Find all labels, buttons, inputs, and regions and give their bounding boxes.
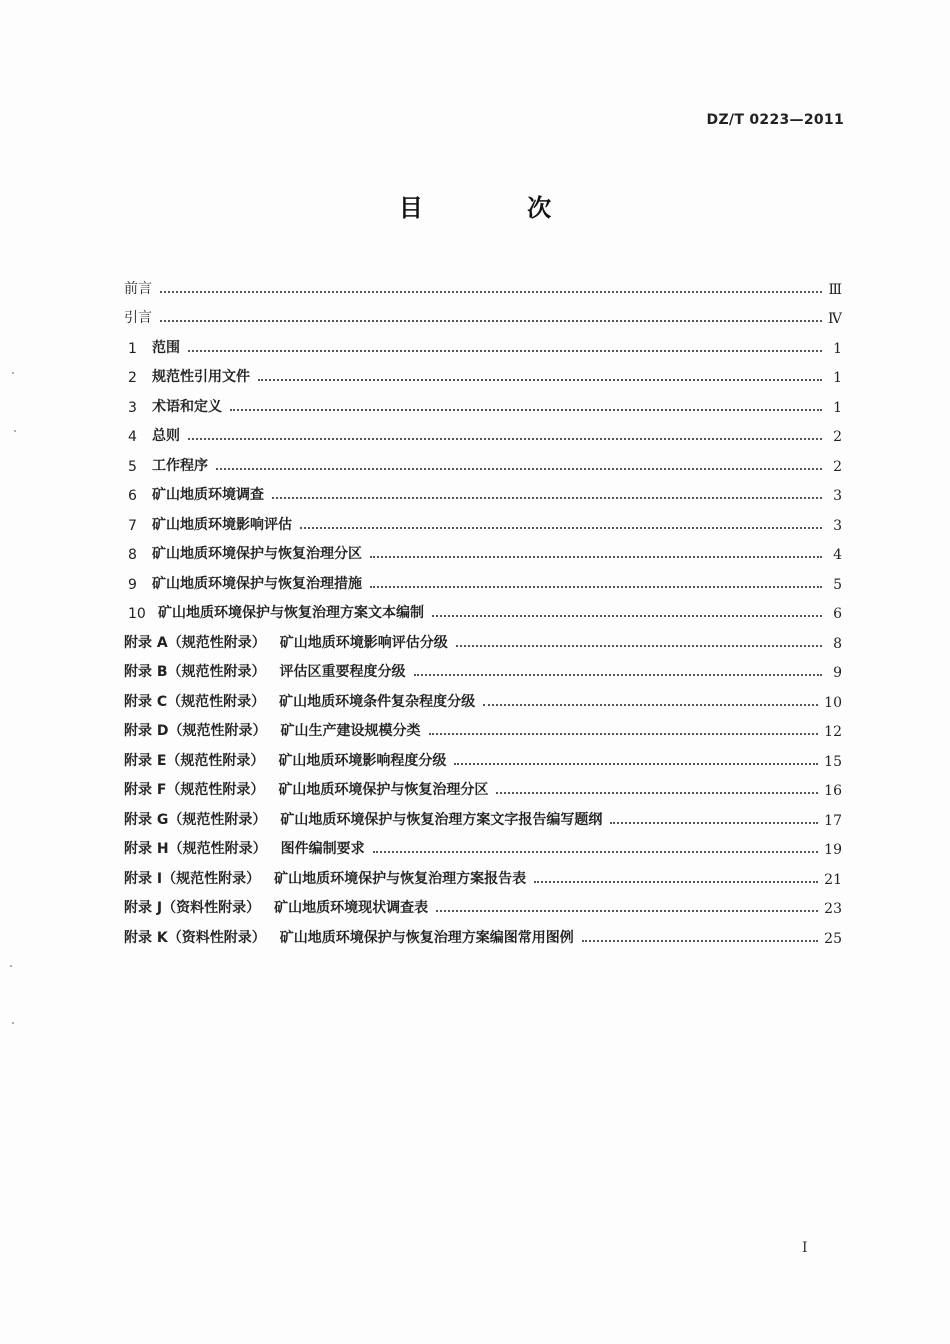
toc-entry-title: 矿山地质环境保护与恢复治理措施 xyxy=(152,575,362,592)
toc-dot-leader xyxy=(370,556,822,558)
toc-entry-number: 4 xyxy=(128,429,137,445)
toc-entry[interactable] xyxy=(124,504,842,534)
toc-entry-appendix-label: 附录 C（规范性附录） xyxy=(124,693,266,710)
toc-entry[interactable] xyxy=(124,445,842,475)
toc-entry-page-number: 12 xyxy=(824,724,842,740)
toc-entry-title: 评估区重要程度分级 xyxy=(279,664,406,680)
toc-entry-appendix-label: 附录 D（规范性附录） xyxy=(124,723,267,739)
toc-entry-page-number: 1 xyxy=(833,370,842,386)
toc-dot-leader xyxy=(272,497,822,499)
toc-dot-leader xyxy=(534,881,818,883)
toc-entry-title: 前言 xyxy=(124,280,152,297)
standard-code: DZ/T 0223—2011 xyxy=(706,112,844,128)
toc-entry-appendix-label: 附录 A（规范性附录） xyxy=(124,634,266,651)
page-number: I xyxy=(802,1240,808,1256)
toc-entry[interactable] xyxy=(124,888,842,918)
table-of-contents xyxy=(124,268,842,947)
toc-entry-title: 引言 xyxy=(124,310,152,326)
toc-entry-page-number: 3 xyxy=(833,488,842,504)
toc-entry-page-number: 1 xyxy=(833,399,842,416)
toc-entry[interactable] xyxy=(124,740,842,770)
toc-entry[interactable] xyxy=(124,829,842,859)
toc-dot-leader xyxy=(370,586,822,588)
toc-entry-page-number: 8 xyxy=(833,635,842,652)
toc-entry-page-number: 6 xyxy=(833,606,842,622)
toc-entry[interactable] xyxy=(124,770,842,800)
toc-dot-leader xyxy=(414,674,822,676)
toc-entry[interactable] xyxy=(124,858,842,888)
toc-entry-page-number: 16 xyxy=(824,783,842,799)
toc-dot-leader xyxy=(456,645,822,647)
toc-entry[interactable] xyxy=(124,563,842,593)
toc-entry-title: 工作程序 xyxy=(152,457,208,474)
toc-entry-title: 矿山地质环境影响评估分级 xyxy=(279,634,448,651)
toc-entry[interactable] xyxy=(124,268,842,298)
scan-speck xyxy=(14,430,16,432)
toc-entry-title: 矿山地质环境保护与恢复治理方案文本编制 xyxy=(158,605,424,621)
toc-entry-appendix-label: 附录 I（规范性附录） xyxy=(124,870,261,887)
toc-entry-page-number: 17 xyxy=(824,812,842,829)
toc-dot-leader xyxy=(610,822,818,824)
toc-entry-title: 矿山地质环境调查 xyxy=(152,487,264,503)
toc-entry-title: 矿山地质环境保护与恢复治理方案编图常用图例 xyxy=(279,929,574,946)
toc-dot-leader xyxy=(432,615,822,617)
toc-entry-number: 9 xyxy=(128,576,137,593)
toc-entry-title: 矿山地质环境现状调查表 xyxy=(274,900,429,916)
toc-entry-page-number: 1 xyxy=(833,340,842,357)
toc-entry-appendix-label: 附录 B（规范性附录） xyxy=(124,664,266,680)
toc-entry-number: 7 xyxy=(128,517,137,534)
toc-dot-leader xyxy=(188,350,822,352)
toc-dot-leader xyxy=(160,291,822,293)
toc-entry-title: 矿山地质环境保护与恢复治理方案文字报告编写题纲 xyxy=(280,811,603,828)
toc-entry-title: 规范性引用文件 xyxy=(152,369,250,385)
toc-dot-leader xyxy=(454,763,818,765)
toc-entry-appendix-label: 附录 H（规范性附录） xyxy=(124,841,267,857)
toc-entry[interactable] xyxy=(124,386,842,416)
toc-entry-page-number: 5 xyxy=(833,576,842,593)
toc-dot-leader xyxy=(258,379,822,381)
toc-entry[interactable] xyxy=(124,475,842,505)
toc-entry-appendix-label: 附录 K（资料性附录） xyxy=(124,929,266,946)
page-title: 目 次 xyxy=(398,194,600,222)
toc-entry[interactable] xyxy=(124,917,842,947)
scan-speck xyxy=(12,372,14,374)
toc-entry-page-number: 21 xyxy=(824,871,842,888)
toc-dot-leader xyxy=(300,527,822,529)
toc-entry-appendix-label: 附录 E（规范性附录） xyxy=(124,752,265,769)
toc-entry-page-number: 9 xyxy=(833,665,842,681)
toc-dot-leader xyxy=(373,851,819,853)
toc-entry-page-number: 19 xyxy=(824,842,842,858)
toc-entry-title: 范围 xyxy=(152,339,180,356)
toc-entry-title: 矿山地质环境保护与恢复治理分区 xyxy=(152,546,362,562)
toc-dot-leader xyxy=(436,910,818,912)
toc-entry[interactable] xyxy=(124,799,842,829)
toc-entry-number: 5 xyxy=(128,458,137,475)
toc-entry-title: 矿山地质环境影响程度分级 xyxy=(278,752,447,769)
toc-entry-page-number: 23 xyxy=(824,901,842,917)
toc-dot-leader xyxy=(582,940,818,942)
toc-entry-number: 10 xyxy=(128,606,146,622)
toc-entry-number: 6 xyxy=(128,488,137,504)
toc-entry-appendix-label: 附录 F（规范性附录） xyxy=(124,782,265,798)
toc-entry-appendix-label: 附录 J（资料性附录） xyxy=(124,900,261,916)
toc-entry-page-number: 3 xyxy=(833,517,842,534)
scan-speck xyxy=(10,965,12,967)
toc-entry-title: 图件编制要求 xyxy=(280,841,365,857)
toc-entry-title: 矿山地质环境保护与恢复治理方案报告表 xyxy=(274,870,527,887)
toc-entry[interactable] xyxy=(124,327,842,357)
toc-entry-page-number: 4 xyxy=(833,547,842,563)
toc-entry[interactable] xyxy=(124,593,842,623)
toc-entry-title: 矿山地质环境条件复杂程度分级 xyxy=(279,693,476,710)
toc-entry-title: 术语和定义 xyxy=(152,398,222,415)
toc-entry-number: 3 xyxy=(128,399,137,416)
scan-speck xyxy=(12,1022,14,1024)
toc-entry-title: 总则 xyxy=(152,428,180,444)
toc-entry[interactable] xyxy=(124,534,842,564)
toc-entry-number: 1 xyxy=(128,340,137,357)
toc-entry[interactable] xyxy=(124,711,842,741)
toc-entry-number: 2 xyxy=(128,370,137,386)
toc-entry-page-number: Ⅲ xyxy=(828,281,842,298)
toc-entry[interactable] xyxy=(124,298,842,328)
toc-entry[interactable] xyxy=(124,622,842,652)
toc-dot-leader xyxy=(216,468,822,470)
toc-entry-title: 矿山地质环境影响评估 xyxy=(152,516,292,533)
toc-entry[interactable] xyxy=(124,416,842,446)
toc-entry-page-number: Ⅳ xyxy=(828,311,842,327)
toc-entry-page-number: 15 xyxy=(824,753,842,770)
toc-dot-leader xyxy=(188,438,822,440)
toc-entry[interactable] xyxy=(124,357,842,387)
toc-entry-number: 8 xyxy=(128,547,137,563)
toc-entry-page-number: 25 xyxy=(824,930,842,947)
toc-dot-leader xyxy=(496,792,818,794)
toc-entry-title: 矿山地质环境保护与恢复治理分区 xyxy=(278,782,489,798)
toc-dot-leader xyxy=(429,733,819,735)
toc-entry[interactable] xyxy=(124,681,842,711)
toc-entry[interactable] xyxy=(124,652,842,682)
toc-dot-leader xyxy=(483,704,818,706)
toc-entry-page-number: 10 xyxy=(824,694,842,711)
toc-dot-leader xyxy=(160,320,822,322)
toc-dot-leader xyxy=(230,409,822,411)
toc-entry-page-number: 2 xyxy=(833,429,842,445)
toc-entry-appendix-label: 附录 G（规范性附录） xyxy=(124,811,267,828)
toc-entry-title: 矿山生产建设规模分类 xyxy=(280,723,421,739)
toc-entry-page-number: 2 xyxy=(833,458,842,475)
